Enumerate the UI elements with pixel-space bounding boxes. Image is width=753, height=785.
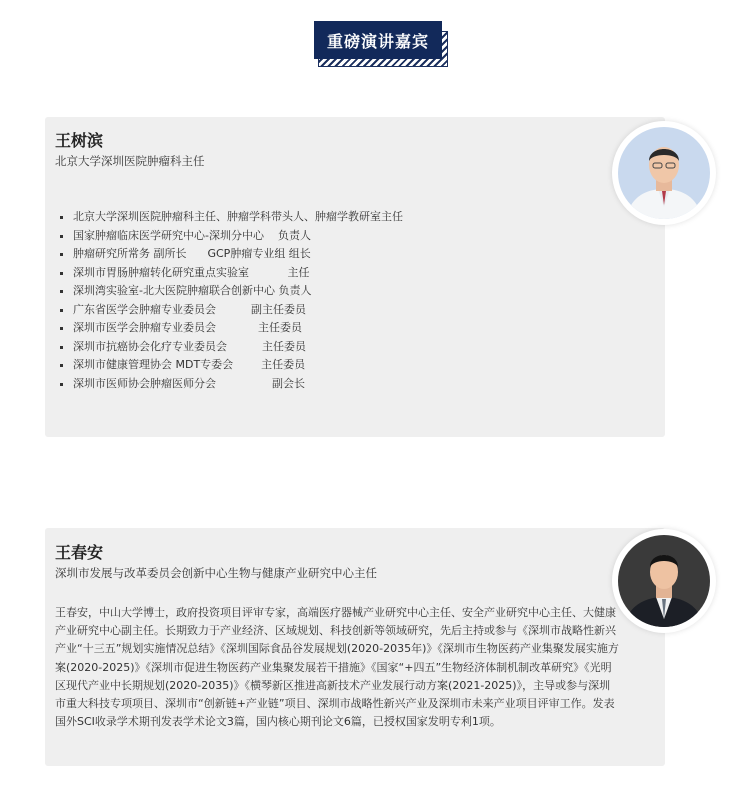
speaker-bio: 王春安，中山大学博士，政府投资项目评审专家，高端医疗器械产业研究中心主任、安全产业研究中心主任、大健康产业研究中心副主任。长期致力于产业经济、区域规划、科技创新等领域研究，先后主持或参与《深圳市战略性新兴产业“十三五”规划实施情况总结》《深圳国际食品谷发展规划(2020-2035年)》《深圳市生物医药产业集聚发展实施方案(2020-2025)》《深圳市促进生物医药产业集聚发展若干措施》《国家“+四五”生物经济体制机制改革研究》《光明区现代产业中长期规划(2020-2035)》《横琴新区推进高新技术产业发展行动方案(2021-2025)》，主导或参与深圳市重大科技专项项目、深圳市“创新链+产业链”项目、深圳市战略性新兴产业及深圳市未来产业项目评审工作。发表国外SCI收录学术期刊发表学术论文3篇，国内核心期刊论文6篇，已授权国家发明专利1项。: [55, 606, 619, 729]
speaker-card-2: [45, 528, 665, 766]
list-item: ▪ 国家肿瘤临床医学研究中心-深圳分中心 负责人: [73, 227, 403, 246]
male-doctor-portrait-icon: [618, 127, 710, 219]
speaker-role: 深圳市发展与改革委员会创新中心生物与健康产业研究中心主任: [55, 566, 377, 580]
list-item: ▪ 深圳市医师协会肿瘤医师分会 副会长: [73, 375, 403, 394]
list-item: ▪ 深圳市胃肠肿瘤转化研究重点实验室 主任: [73, 264, 403, 283]
section-title: [314, 21, 448, 67]
list-item: ▪ 广东省医学会肿瘤专业委员会 副主任委员: [73, 301, 403, 320]
speaker-name: 王春安: [55, 543, 104, 562]
speaker-credentials-list: [55, 208, 403, 393]
list-item: ▪ 深圳市医学会肿瘤专业委员会 主任委员: [73, 319, 403, 338]
speaker-avatar-1: [612, 121, 716, 225]
list-item: ▪ 深圳市抗癌协会化疗专业委员会 主任委员: [73, 338, 403, 357]
list-item: ▪ 北京大学深圳医院肿瘤科主任、肿瘤学科带头人、肿瘤学教研室主任: [73, 208, 403, 227]
speaker-avatar-2: [612, 529, 716, 633]
list-item: ▪ 深圳市健康管理协会 MDT专委会 主任委员: [73, 356, 403, 375]
list-item: ▪ 肿瘤研究所常务 副所长 GCP肿瘤专业组 组长: [73, 245, 403, 264]
male-suit-portrait-icon: [618, 535, 710, 627]
list-item: ▪ 深圳湾实验室-北大医院肿瘤联合创新中心 负责人: [73, 282, 403, 301]
speaker-role: 北京大学深圳医院肿瘤科主任: [55, 154, 205, 168]
speaker-card-1: [45, 117, 665, 437]
speaker-name: 王树滨: [55, 131, 104, 150]
section-title-label: 重磅演讲嘉宾: [314, 21, 442, 59]
